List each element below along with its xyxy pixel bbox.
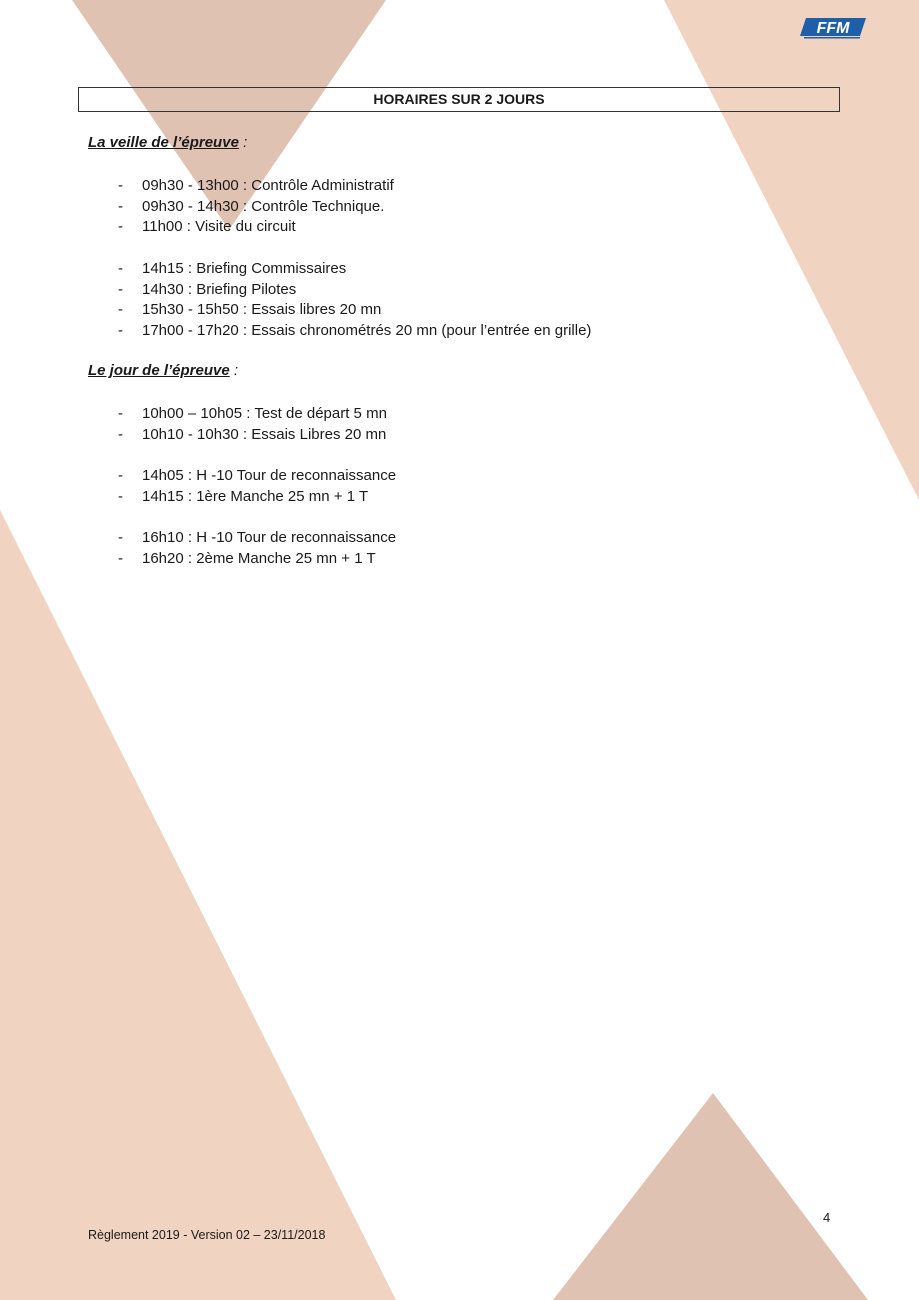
list-item-text: 10h00 – 10h05 : Test de départ 5 mn [142, 405, 387, 422]
list-item [118, 300, 381, 320]
bottom-left-triangle [0, 510, 396, 1300]
list-item-text: 14h15 : 1ère Manche 25 mn + 1 T [142, 487, 369, 505]
top-right-triangle [664, 0, 919, 500]
list-item-text: 14h05 : H -10 Tour de reconnaissance [142, 467, 397, 484]
list-bullet: - [118, 425, 123, 443]
list-bullet: - [118, 549, 123, 567]
list-item-text: 16h20 : 2ème Manche 25 mn + 1 T [142, 549, 376, 567]
page-title: HORAIRES SUR 2 JOURS [78, 87, 840, 112]
list-item-text: 09h30 - 14h30 : Contrôle Technique. [142, 197, 385, 215]
bottom-right-triangle [553, 1093, 868, 1300]
page-number: 4 [823, 1210, 831, 1225]
list-item [118, 487, 368, 507]
list-item [118, 466, 396, 486]
list-item-text: 16h10 : H -10 Tour de reconnaissance [142, 529, 397, 546]
list-item [118, 259, 346, 279]
list-bullet: - [118, 529, 123, 546]
section-heading-label: Le jour de l’épreuve [88, 362, 230, 379]
list-bullet: - [118, 177, 123, 194]
section-heading [88, 134, 247, 151]
list-item [118, 176, 394, 196]
section-heading-colon: : [238, 134, 248, 151]
section-heading-label: La veille de l’épreuve [88, 134, 239, 151]
list-item [118, 280, 296, 300]
list-item-text: 09h30 - 13h00 : Contrôle Administratif [142, 177, 394, 194]
list-item-text: 11h00 : Visite du circuit [142, 218, 296, 236]
list-bullet: - [118, 322, 123, 340]
list-bullet: - [118, 487, 123, 505]
list-item-text: 10h10 - 10h30 : Essais Libres 20 mn [142, 425, 387, 443]
list-item-text: 14h15 : Briefing Commissaires [142, 260, 347, 277]
list-bullet: - [118, 280, 123, 298]
list-item [118, 404, 387, 424]
list-item-text: 15h30 - 15h50 : Essais libres 20 mn [142, 301, 382, 319]
list-bullet: - [118, 218, 123, 236]
list-item [118, 425, 386, 445]
list-bullet: - [118, 467, 123, 484]
section-heading-colon: : [229, 362, 239, 379]
list-bullet: - [118, 405, 123, 422]
list-bullet: - [118, 301, 123, 319]
ffm-logo [800, 16, 866, 40]
list-item-text: 17h00 - 17h20 : Essais chronométrés 20 mn (pour l’entrée en grille) [142, 322, 592, 340]
list-item [118, 528, 396, 548]
list-bullet: - [118, 260, 123, 277]
list-bullet: - [118, 197, 123, 215]
section-heading [88, 362, 238, 379]
list-item [118, 321, 591, 341]
list-item-text: 14h30 : Briefing Pilotes [142, 280, 297, 298]
footer-text: Règlement 2019 - Version 02 – 23/11/2018 [88, 1228, 326, 1242]
list-item [118, 217, 296, 237]
list-item [118, 197, 384, 217]
list-item [118, 549, 376, 569]
logo-text: FFM [816, 20, 850, 37]
